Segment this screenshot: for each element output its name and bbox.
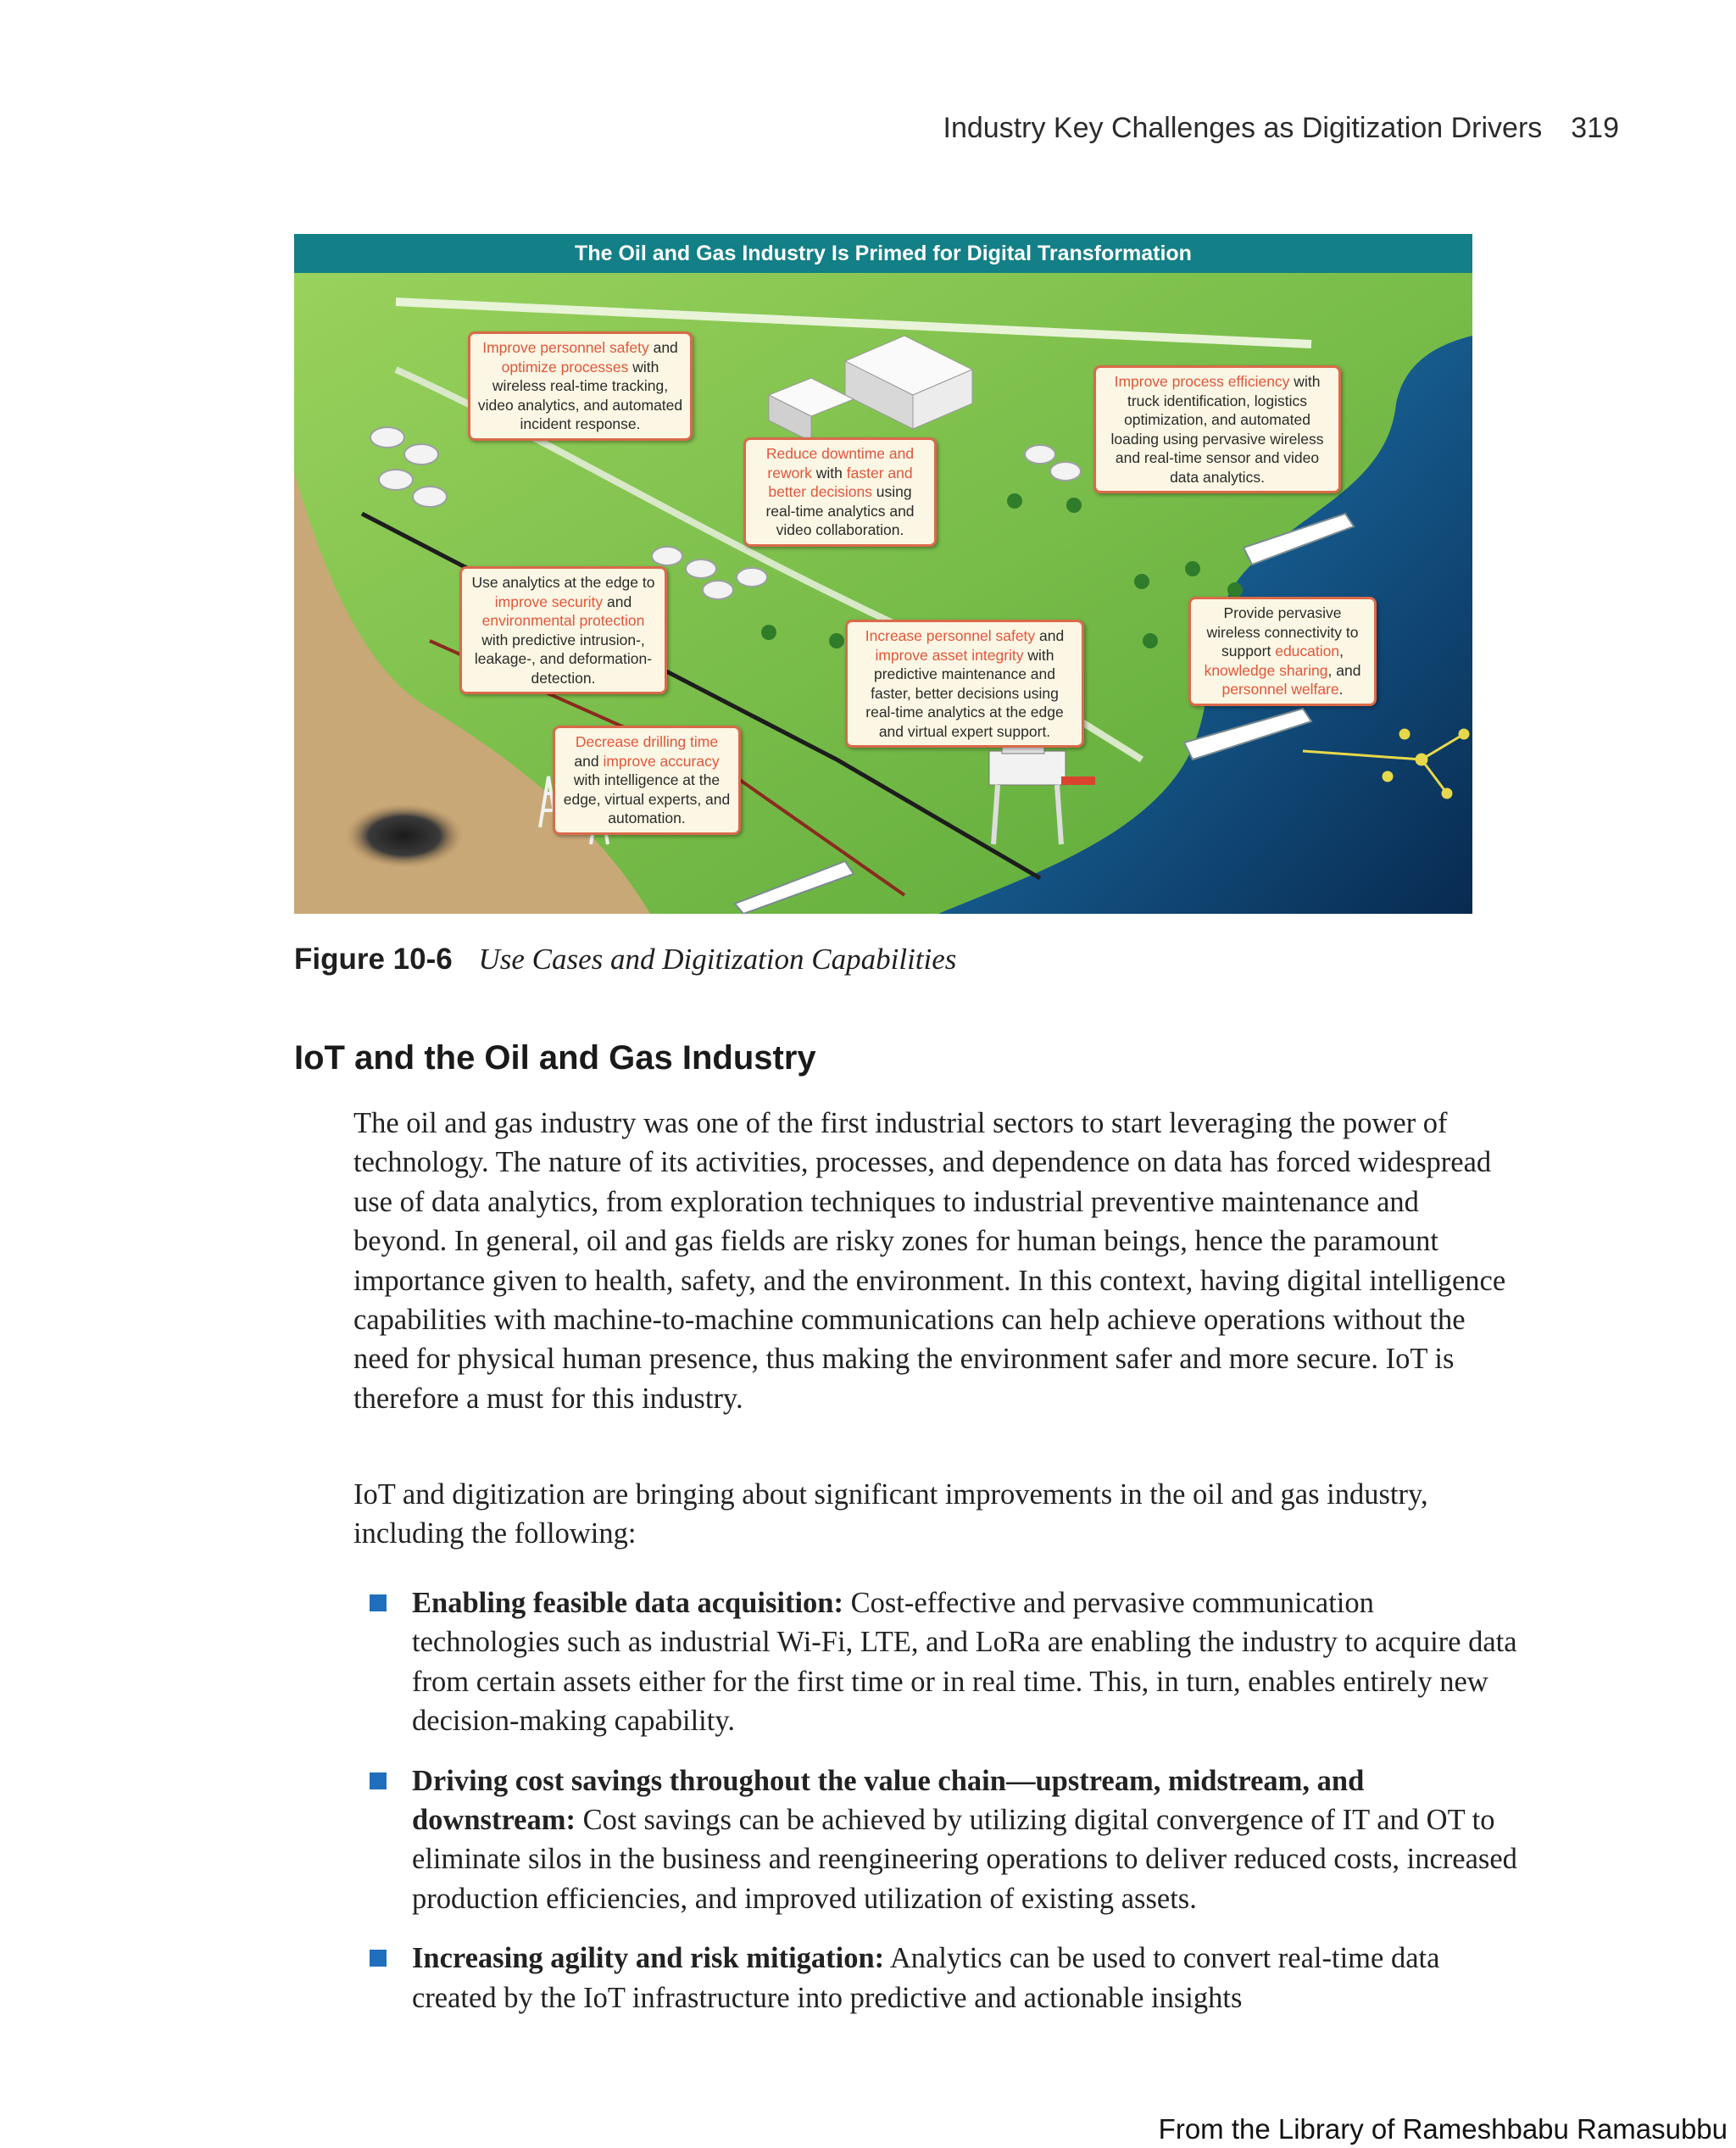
callout-highlight-text: faster and better decisions — [768, 464, 913, 500]
callout-text: . — [1338, 681, 1344, 698]
bullet-square-icon — [370, 1772, 387, 1789]
callout-highlight-text: Decrease drilling time — [575, 733, 719, 750]
callout-reduce-downtime — [743, 437, 937, 547]
running-title: Industry Key Challenges as Digitization Drivers — [943, 112, 1543, 144]
callout-highlight-text: Improve process efficiency — [1114, 373, 1290, 390]
page-number: 319 — [1571, 112, 1619, 144]
bullet-text: Cost-effective and pervasive communication technologies such as industrial Wi-Fi, LTE, and LoRa are enabling the industry to acquire data from certain assets either for the first time or in real time. This, in turn, enables entirely new decision-making capability. — [412, 1587, 1517, 1738]
paragraph-intro: The oil and gas industry was one of the first industrial sectors to start leveraging the power of technology. The nature of its activities, processes, and dependence on data has forced widespread use of data analytics, from exploration techniques to industrial preventive maintenance and beyond. In general, oil and gas fields are risky zones for human beings, hence the paramount importance given to health, safety, and the environment. In this context, having digital intelligence capabilities with machine-to-machine communications can help achieve operations without the need for physical human presence, thus making the environment safer and more secure. IoT is therefore a must for this industry. — [353, 1107, 1506, 1415]
callout-highlight-text: knowledge sharing — [1204, 661, 1328, 679]
library-credit: From the Library of Rameshbabu Ramasubbu — [1158, 2113, 1728, 2145]
callout-text: with wireless real-time tracking, video analytics, and automated incident response. — [477, 358, 683, 432]
bullet-lead: Increasing agility and risk mitigation: — [412, 1942, 885, 1975]
callout-text: with truck identification, logistics optimization, and automated loading using pervasive wireless and real-time sensor and video data analytics. — [1110, 373, 1324, 486]
figure-number: Figure 10-6 — [294, 943, 453, 976]
callout-highlight-text: Reduce downtime and rework — [765, 445, 915, 481]
figure-banner-title: The Oil and Gas Industry Is Primed for Digital Transformation — [294, 234, 1472, 273]
callout-text: with — [811, 464, 847, 481]
list-item — [370, 1583, 1522, 1741]
callout-highlight-text: improve security — [494, 593, 604, 610]
running-head — [943, 112, 1619, 145]
callout-text: with predictive maintenance and faster, better decisions using real-time analytics at the edge and virtual expert support. — [865, 646, 1064, 740]
callout-text: and — [603, 593, 632, 610]
bullet-lead: Driving cost savings throughout the value chain—upstream, midstream, and downstream: — [412, 1764, 1365, 1837]
drill-site — [345, 804, 464, 868]
callout-highlight-text: optimize processes — [501, 358, 629, 376]
callout-text: with intelligence at the edge, virtual experts, and automation. — [563, 771, 731, 826]
figure-illustration — [294, 234, 1472, 914]
list-item — [370, 1939, 1522, 2017]
callout-personnel-safety — [468, 331, 693, 441]
callout-highlight-text: personnel welfare — [1221, 681, 1339, 698]
paragraph-improvements: IoT and digitization are bringing about significant improvements in the oil and gas industry, including the following: — [353, 1478, 1428, 1550]
list-item — [370, 1761, 1522, 1919]
callout-text: with predictive intrusion-, leakage-, and deformation-detection. — [474, 631, 653, 687]
callout-text: and — [1035, 627, 1065, 644]
callout-highlight-text: Improve personnel safety — [482, 339, 649, 356]
callout-asset-integrity — [845, 620, 1084, 748]
callout-text: and — [574, 752, 604, 770]
figure-title: Use Cases and Digitization Capabilities — [478, 943, 957, 976]
callout-pervasive-wireless — [1188, 597, 1377, 706]
callout-highlight-text: Increase personnel safety — [865, 627, 1036, 644]
bullet-text: Cost savings can be achieved by utilizing digital convergence of IT and OT to eliminate silos in the business and reengineering operations to deliver reduced costs, increased production efficiencies, and improved utilization of existing assets. — [412, 1804, 1517, 1915]
callout-drilling-time — [553, 726, 741, 835]
callout-text: Provide pervasive wireless connectivity to support — [1206, 604, 1359, 659]
improvements-list — [370, 1583, 1522, 2038]
bullet-square-icon — [370, 1950, 387, 1967]
callout-highlight-text: improve accuracy — [603, 752, 720, 770]
callout-highlight-text: environmental protection — [481, 612, 645, 629]
figure-caption — [294, 943, 956, 977]
callout-text: and — [648, 339, 678, 356]
callout-text: Use analytics at the edge to — [471, 574, 655, 591]
bullet-lead: Enabling feasible data acquisition: — [412, 1587, 843, 1619]
section-heading: IoT and the Oil and Gas Industry — [294, 1039, 816, 1077]
callout-text: , and — [1327, 661, 1361, 679]
callout-text: using real-time analytics and video collaboration. — [765, 483, 915, 538]
callout-highlight-text: education — [1275, 643, 1340, 659]
callout-analytics-edge — [459, 566, 667, 694]
callout-highlight-text: improve asset integrity — [875, 646, 1024, 664]
callout-process-efficiency — [1093, 365, 1341, 493]
bullet-square-icon — [370, 1594, 387, 1611]
bullet-text: Analytics can be used to convert real-time data created by the IoT infrastructure into predictive and actionable insights — [412, 1942, 1440, 2014]
callout-text: , — [1339, 643, 1344, 659]
